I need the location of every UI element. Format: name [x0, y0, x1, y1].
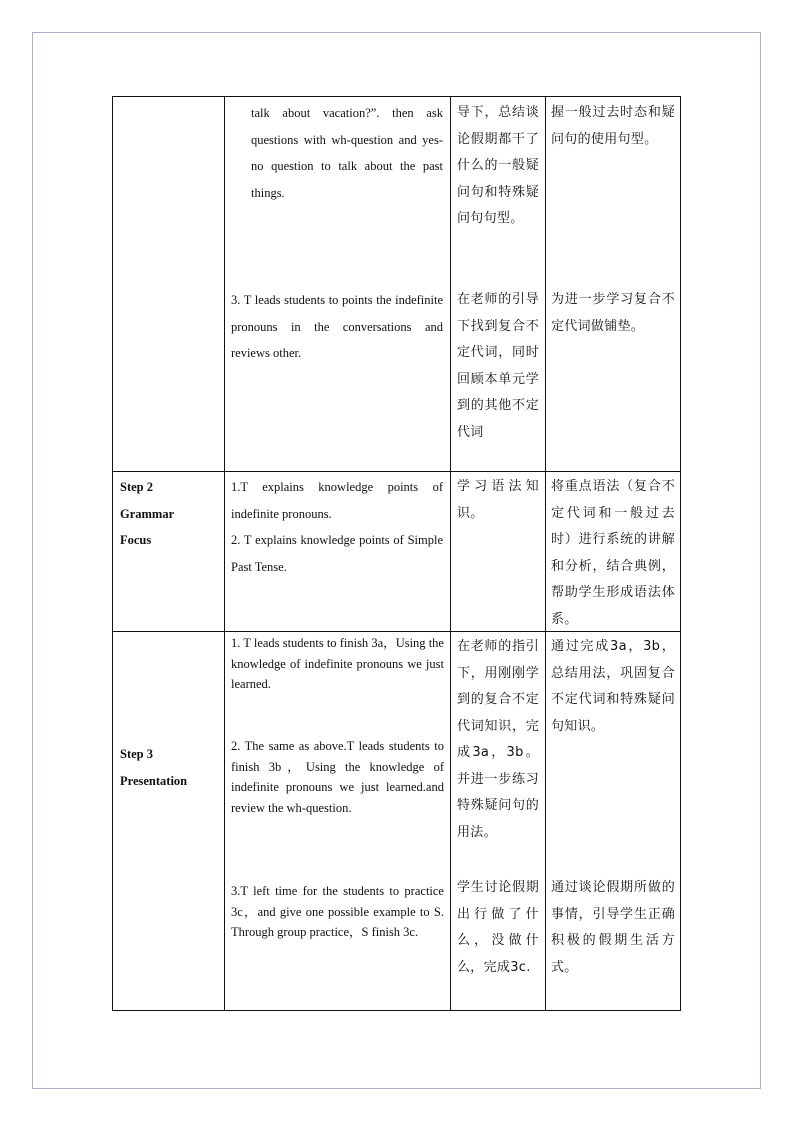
design-purpose-text: 将重点语法（复合不定代词和一般过去时）进行系统的讲解和分析，结合典例，帮助学生形成语法体系。: [551, 479, 675, 627]
activity-item: 1.T explains knowledge points of indefinite pronouns.: [231, 480, 443, 521]
student-activity-text: 学生讨论假期出行做了什么，没做什么，完成3c.: [457, 880, 539, 975]
activity-item: 3. T leads students to points the indefinite pronouns in the conversations and reviews other.: [231, 293, 443, 360]
activity-item: 2. T explains knowledge points of Simple Past Tense.: [231, 533, 443, 574]
column-divider-2: [450, 96, 451, 1011]
activity-item: 2. The same as above.T leads students to finish 3b，Using the knowledge of indefinite pronouns we just learned.and review the wh-question.: [231, 739, 444, 815]
design-purpose-text: 通过完成3a，3b，总结用法，巩固复合不定代词和特殊疑问句知识。: [551, 639, 675, 734]
step-label: [120, 474, 220, 554]
table-border-right: [680, 96, 681, 1011]
activity-item: 1. T leads students to finish 3a，Using the knowledge of indefinite pronouns we just learned.: [231, 636, 444, 691]
design-purpose-text: 通过谈论假期所做的事情，引导学生正确积极的假期生活方式。: [551, 880, 675, 975]
step-label-line: Step 3: [120, 747, 153, 761]
table-border-top: [112, 96, 681, 97]
student-activity-text: 在老师的指引下，用刚刚学到的复合不定代词知识，完成3a，3b。并进一步练习特殊疑问句的用法。: [457, 639, 539, 840]
column-divider-1: [224, 96, 225, 1011]
design-purpose-text: 握一般过去时态和疑问句的使用句型。: [551, 105, 675, 147]
table-border-bottom: [112, 1010, 681, 1011]
student-activity-text: 学习语法知识。: [457, 479, 539, 521]
column-divider-3: [545, 96, 546, 1011]
step-label-line: Grammar: [120, 506, 175, 521]
activity-item: 3.T left time for the students to practice 3c，and give one possible example to S. Through group practice，S finish 3c.: [231, 884, 444, 939]
step-label-line: Focus: [120, 533, 152, 547]
table-border-left: [112, 96, 113, 1011]
design-purpose-text: 为进一步学习复合不定代词做铺垫。: [551, 292, 675, 334]
row-divider-1: [112, 471, 681, 472]
activity-list: [231, 474, 443, 580]
step-label: [120, 741, 220, 794]
step-label-line: Presentation: [120, 773, 188, 788]
step-label-line: Step 2: [120, 480, 153, 494]
activity-item: talk about vacation?”. then ask questions with wh-question and yes-no question to talk about the past things.: [251, 106, 443, 200]
student-activity-text: 在老师的引导下找到复合不定代词，同时回顾本单元学到的其他不定代词: [457, 292, 539, 440]
student-activity-text: 导下，总结谈论假期都干了什么的一般疑问句和特殊疑问句句型。: [457, 105, 539, 226]
